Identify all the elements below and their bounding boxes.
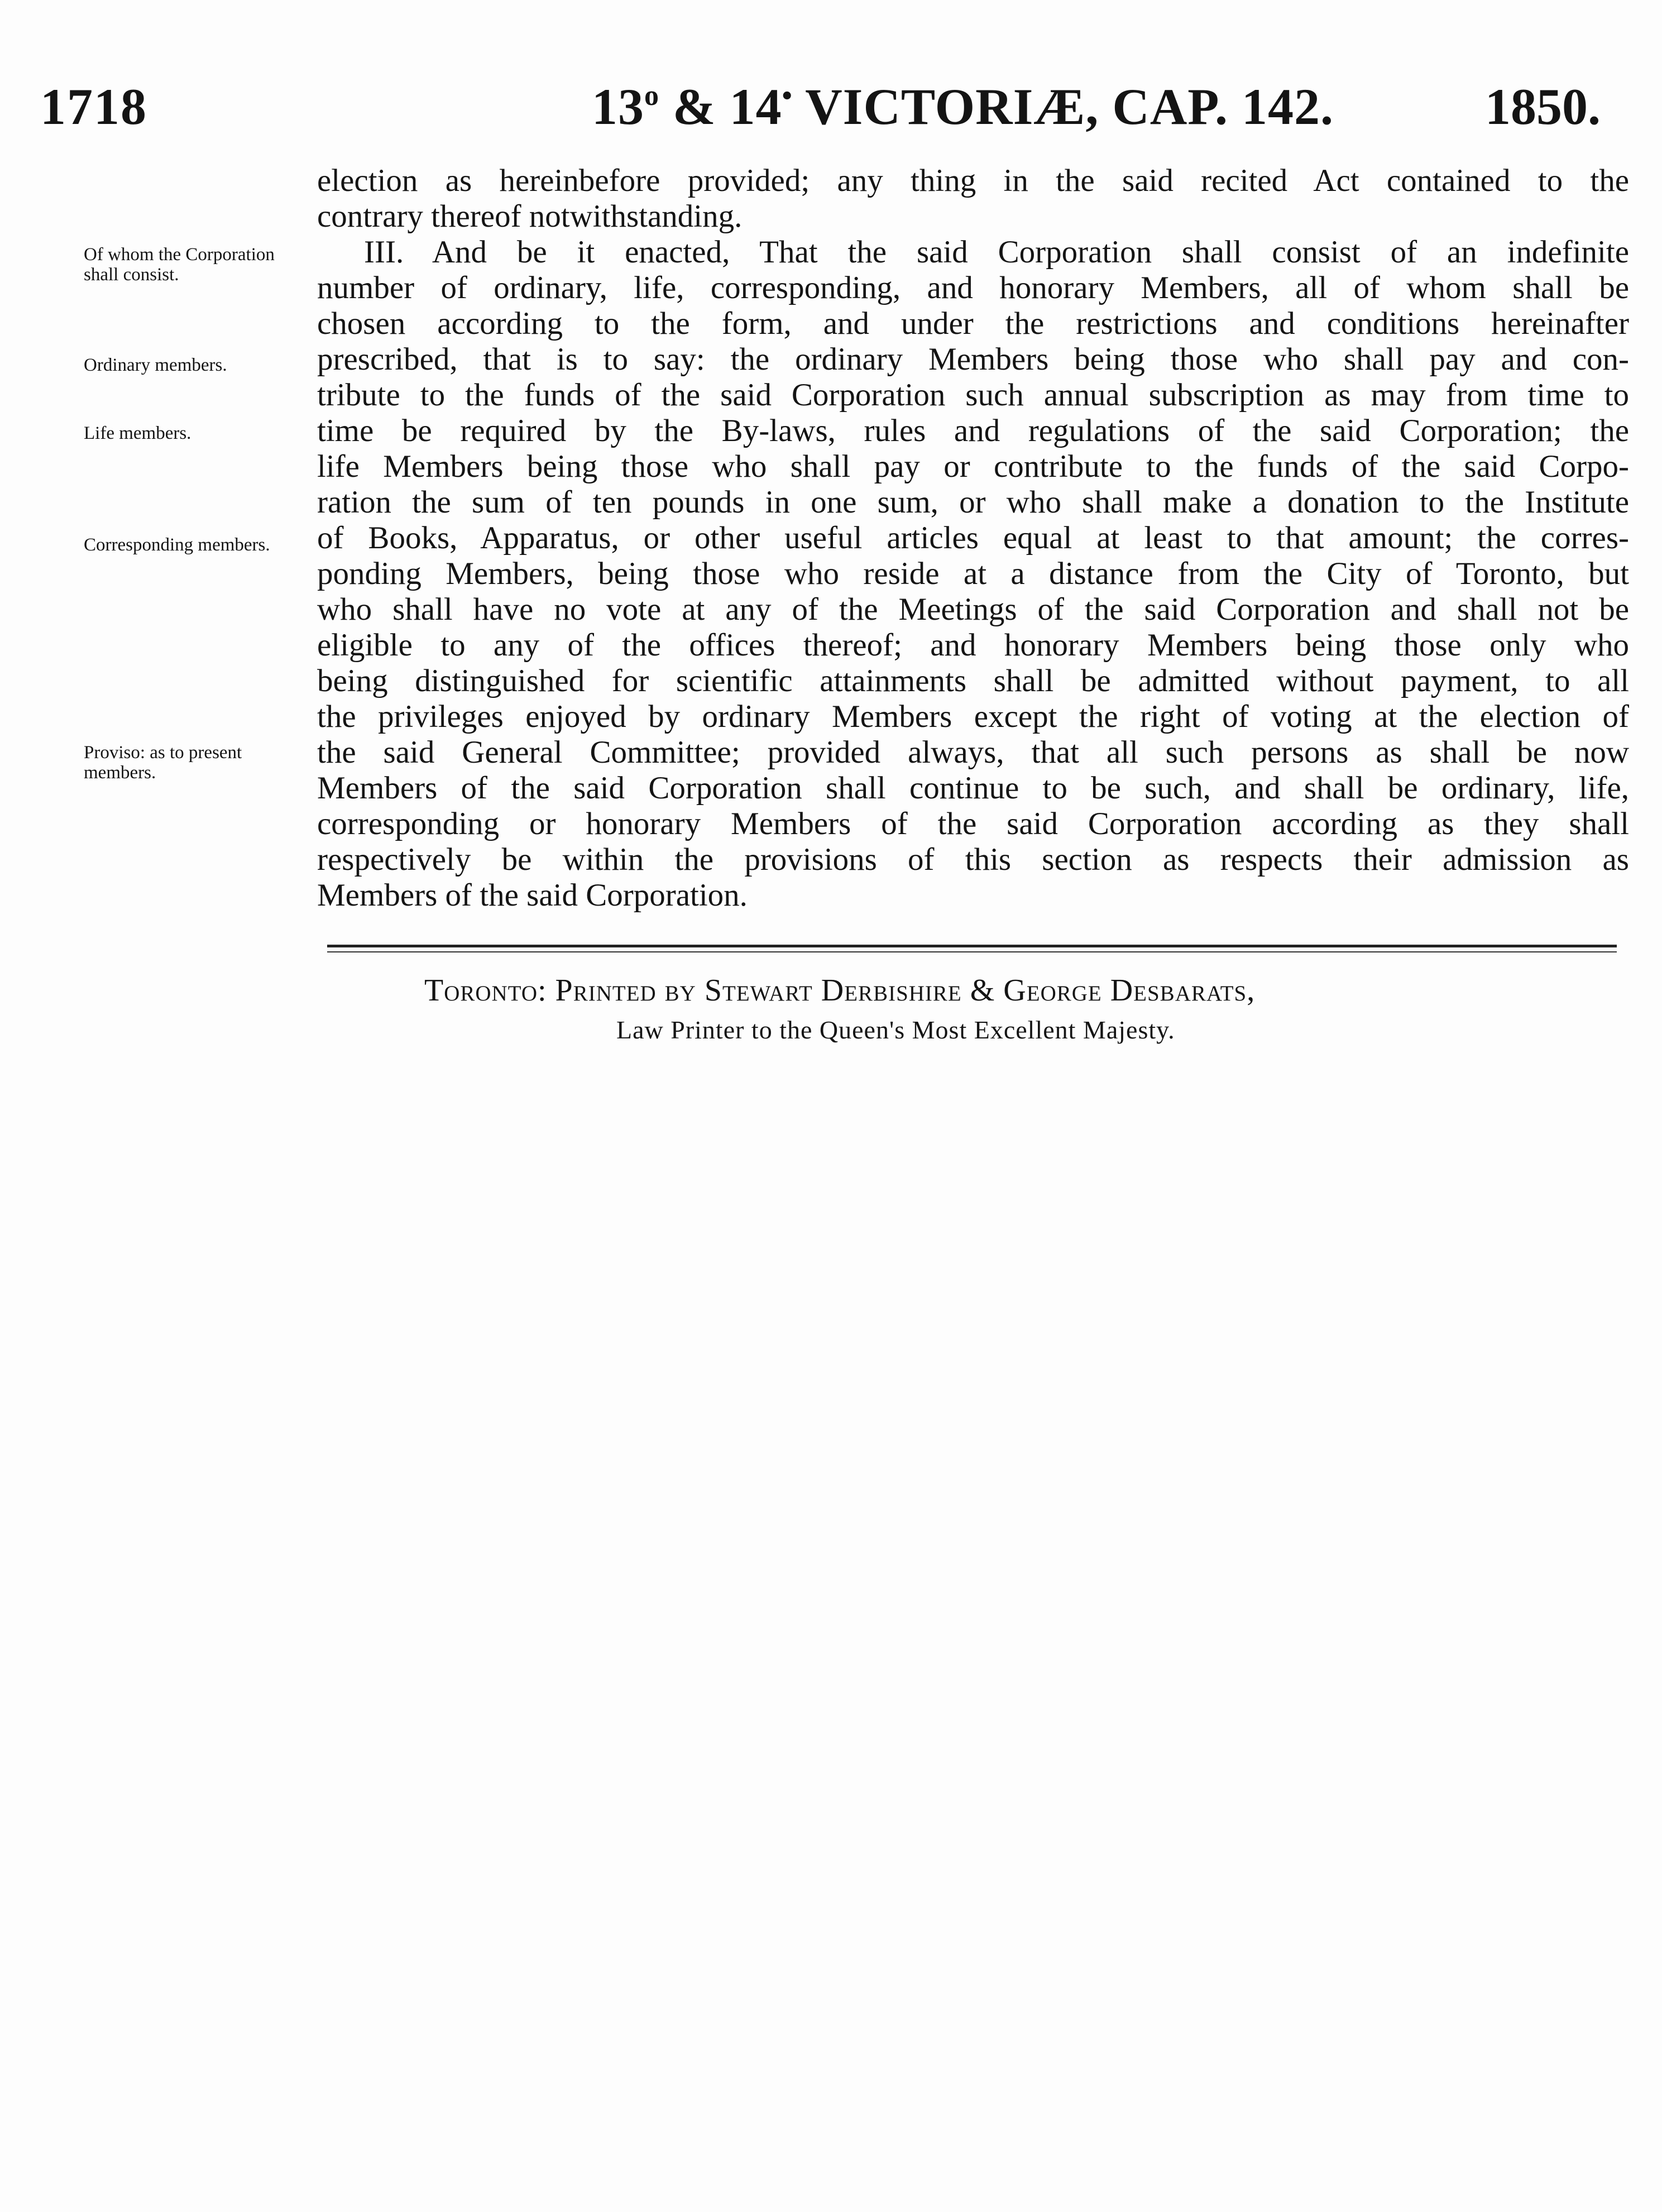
text-line: respectively be within the provisions of this section as respects their admission as	[317, 842, 1629, 877]
text-line: time be required by the By-laws, rules and regulations of the said Corporation; the	[317, 413, 1629, 448]
margin-note: Of whom the Corporation shall consist.	[84, 245, 275, 285]
margin-note: Ordinary members.	[84, 355, 227, 375]
margin-note: Life members.	[84, 423, 191, 443]
imprint-line-2: Law Printer to the Queen's Most Excellent Majesty.	[616, 1016, 1175, 1044]
text-line: the said General Committee; provided always, that all such persons as shall be now	[317, 735, 1629, 770]
text-line: being distinguished for scientific attainments shall be admitted without payment, to all	[317, 663, 1629, 698]
running-title	[592, 77, 1334, 136]
text-line: ration the sum of ten pounds in one sum, or who shall make a donation to the Institute	[317, 485, 1629, 520]
imprint-line-1: Toronto: Printed by Stewart Derbishire & George Desbarats,	[424, 973, 1256, 1008]
text-line: election as hereinbefore provided; any thing in the said recited Act contained to the	[317, 163, 1629, 198]
text-line: Members of the said Corporation.	[317, 878, 748, 913]
text-line: eligible to any of the offices thereof; and honorary Members being those only who	[317, 628, 1629, 663]
divider-rule	[327, 945, 1617, 947]
text-line: of Books, Apparatus, or other useful articles equal at least to that amount; the corres-	[317, 520, 1629, 556]
text-line: chosen according to the form, and under the restrictions and conditions hereinafter	[317, 306, 1629, 341]
title-sup-2: •	[782, 80, 793, 112]
section-body	[317, 163, 1629, 913]
text-line: who shall have no vote at any of the Meetings of the said Corporation and shall not be	[317, 592, 1629, 627]
text-line: corresponding or honorary Members of the said Corporation according as they shall	[317, 806, 1629, 841]
title-sup-1: o	[644, 80, 659, 112]
title-amp: & 14	[673, 78, 782, 135]
margin-note: Corresponding members.	[84, 535, 270, 555]
text-line: number of ordinary, life, corresponding, and honorary Members, all of whom shall be	[317, 270, 1629, 305]
text-line: ponding Members, being those who reside at a distance from the City of Toronto, but	[317, 556, 1629, 591]
text-line: life Members being those who shall pay or contribute to the funds of the said Corpo-	[317, 449, 1629, 484]
text-line: prescribed, that is to say: the ordinary Members being those who shall pay and con-	[317, 342, 1629, 377]
title-prefix: 13	[592, 78, 644, 135]
text-line: the privileges enjoyed by ordinary Members except the right of voting at the election of	[317, 699, 1629, 734]
page-year: 1850.	[1485, 78, 1601, 135]
text-line: III. And be it enacted, That the said Corporation shall consist of an indefinite	[364, 234, 1629, 270]
text-line: tribute to the funds of the said Corporation such annual subscription as may from time to	[317, 377, 1629, 413]
page-number: 1718	[40, 78, 147, 135]
text-line: contrary thereof notwithstanding.	[317, 199, 743, 234]
title-main: VICTORIÆ, CAP. 142.	[805, 78, 1334, 135]
margin-note: Proviso: as to present members.	[84, 743, 242, 783]
text-line: Members of the said Corporation shall continue to be such, and shall be ordinary, life,	[317, 770, 1629, 806]
divider-rule-thin	[327, 951, 1617, 952]
